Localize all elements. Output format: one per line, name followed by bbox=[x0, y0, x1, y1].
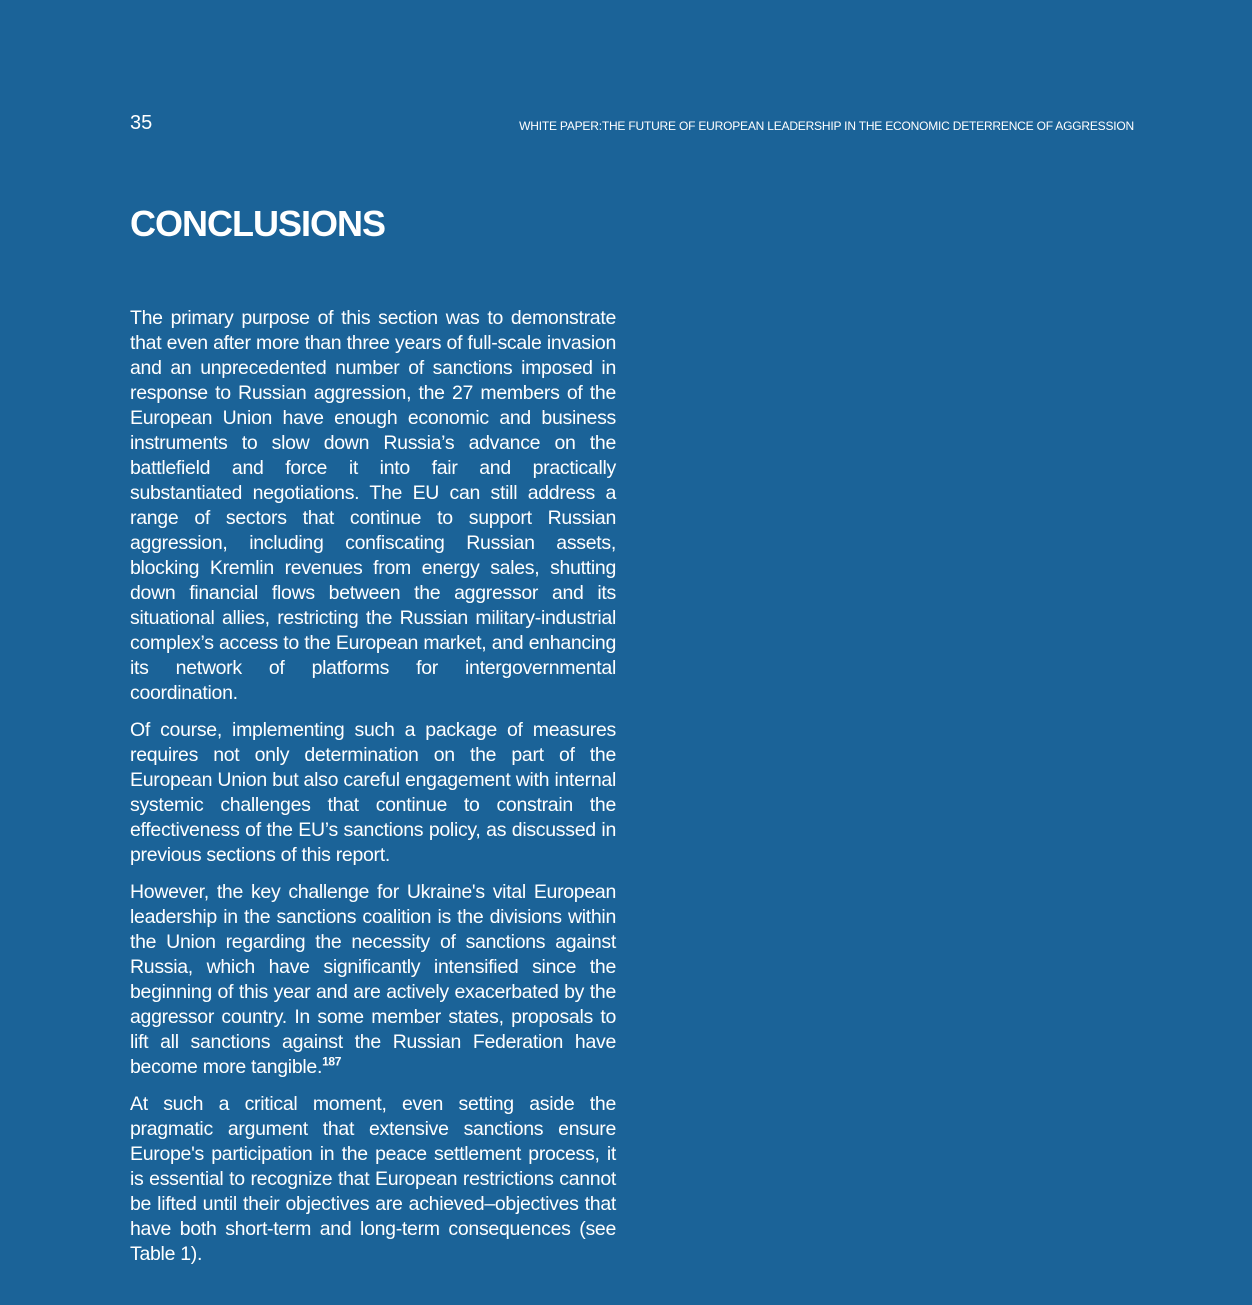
page-number: 35 bbox=[130, 112, 153, 134]
paragraph-1: The primary purpose of this section was to demonstrate that even after more than three years of full-scale invasion and an unprecedented number of sanctions imposed in response to Russian aggression, the 27 members of the European Union have enough economic and business instruments to slow down Russia’s advance on the battlefield and force it into fair and practically substantiated negotiations. The EU can still address a range of sectors that continue to support Russian aggression, including confiscating Russian assets, blocking Kremlin revenues from energy sales, shutting down financial flows between the aggressor and its situational allies, restricting the Russian military-industrial complex’s access to the European market, and enhancing its network of platforms for intergovernmental coordination. bbox=[130, 307, 616, 704]
paragraph-3 bbox=[130, 880, 616, 1080]
footnote-ref-187[interactable]: 187 bbox=[322, 1054, 342, 1069]
paragraph-2: Of course, implementing such a package of measures requires not only determination on the part of the European Union but also careful engagement with internal systemic challenges that continue to constrain the effectiveness of the EU’s sanctions policy, as discussed in previous sections of this report. bbox=[130, 719, 616, 866]
paragraph-3-text: However, the key challenge for Ukraine's vital European leadership in the sanctions coalition is the divisions within the Union regarding the necessity of sanctions against Russia, which have significantly intensified since the beginning of this year and are actively exacerbated by the aggressor country. In some member states, proposals to lift all sanctions against the Russian Federation have become more tangible. bbox=[130, 881, 616, 1078]
body-text bbox=[130, 306, 616, 1279]
section-title: CONCLUSIONS bbox=[130, 203, 386, 244]
running-header: WHITE PAPER:THE FUTURE OF EUROPEAN LEADERSHIP IN THE ECONOMIC DETERRENCE OF AGGRESSION bbox=[519, 119, 1134, 133]
paragraph-4: At such a critical moment, even setting aside the pragmatic argument that extensive sanctions ensure Europe's participation in the peace settlement process, it is essential to recognize that European restrictions cannot be lifted until their objectives are achieved–objectives that have both short-term and long-term consequences (see Table 1). bbox=[130, 1093, 616, 1265]
